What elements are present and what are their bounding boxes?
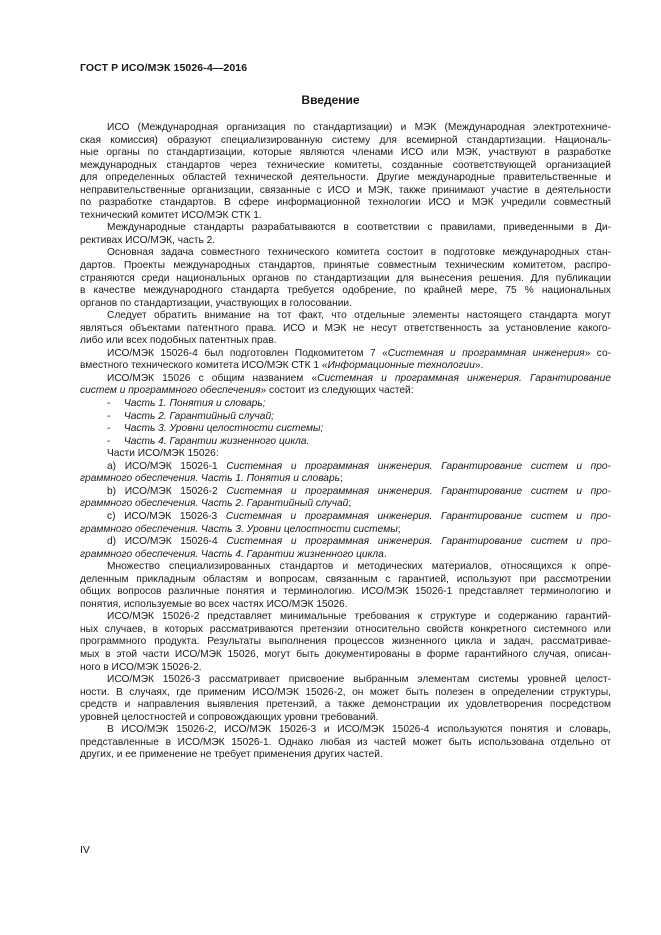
text-line: граммного обеспечения. Часть 1. Понятия и словарь; bbox=[80, 473, 343, 485]
text-line: a) ИСО/МЭК 15026-1 Системная и программная инженерия. Гарантирование систем и про- bbox=[107, 460, 611, 472]
paragraph-iso-iec bbox=[80, 122, 611, 222]
text-line: по разработке стандартов. В сфере информационной технологии ИСО и МЭК учредили совместный bbox=[80, 197, 611, 209]
text-line: Основная задача совместного технического комитета состоит в подготовке международных стан- bbox=[107, 247, 611, 259]
text-line: неправительственные организации, связанные с ИСО и МЭК, также принимают участие в деятельности bbox=[80, 184, 611, 196]
part-entry bbox=[80, 511, 611, 536]
part-entry bbox=[80, 486, 611, 511]
text-line: органов по стандартизации, участвующих в голосовании. bbox=[80, 297, 352, 309]
section-title: Введение bbox=[301, 93, 360, 107]
text-line: средств и направления выявления претензий, а также демонстрации их удовлетворения посредством bbox=[80, 699, 611, 711]
part-entry bbox=[80, 536, 611, 561]
text-line: ИСО/МЭК 15026-3 рассматривает присвоение выбранным элементам системы уровней целост- bbox=[107, 674, 611, 686]
text-line: либо или всех подобных патентных прав. bbox=[80, 335, 277, 347]
text-line: представленные в ИСО/МЭК 15026-1. Однако любая из частей может быть использована отдельно от bbox=[80, 736, 611, 748]
parts-list bbox=[80, 398, 611, 448]
text-line: рективах ИСО/МЭК, часть 2. bbox=[80, 234, 216, 246]
text-line: систем и программного обеспечения» состоит из следующих частей: bbox=[80, 385, 414, 397]
page-number: IV bbox=[80, 844, 90, 856]
text-line: Части ИСО/МЭК 15026: bbox=[107, 448, 219, 460]
list-item: - Часть 4. Гарантии жизненного цикла. bbox=[107, 435, 310, 447]
text-line: для определенных областей технической деятельности. Другие международные правительственные и bbox=[80, 172, 611, 184]
text-line: Следует обратить внимание на тот факт, что отдельные элементы настоящего стандарта могут bbox=[107, 310, 611, 322]
text-line: Множество специализированных стандартов и методических материалов, относящихся к опре- bbox=[107, 561, 611, 573]
list-item: - Часть 2. Гарантийный случай; bbox=[107, 410, 274, 422]
paragraph-series-title bbox=[80, 373, 611, 398]
text-line: b) ИСО/МЭК 15026-2 Системная и программная инженерия. Гарантирование систем и про- bbox=[107, 485, 611, 497]
text-line: международных стандартов через технические комитеты, созданные соответствующей организацией bbox=[80, 159, 611, 171]
paragraph-directives bbox=[80, 222, 611, 247]
text-line: страняются среди национальных органов по стандартизации для вынесения решения. Для публикации bbox=[80, 272, 611, 284]
text-line: ных случаев, в которых рассматриваются претензии относительно свойств конкретного системного или bbox=[80, 623, 611, 635]
list-item: - Часть 3. Уровни целостности системы; bbox=[107, 423, 324, 435]
text-line: граммного обеспечения. Часть 3. Уровни целостности системы; bbox=[80, 523, 401, 535]
paragraph-usage bbox=[80, 724, 611, 762]
parts-header bbox=[80, 448, 611, 461]
text-line: являться объектами патентного права. ИСО и МЭК не несут ответственность за установление какого- bbox=[80, 322, 611, 334]
document-body bbox=[80, 122, 611, 762]
text-line: уровней целостностей и сопровождающих уровни требований. bbox=[80, 711, 379, 723]
text-line: мых в этой части ИСО/МЭК 15026, могут быть документированы в форме гарантийного случая, описан- bbox=[80, 648, 611, 660]
paragraph-patent bbox=[80, 310, 611, 348]
text-line: в качестве международного стандарта требуется одобрение, по крайней мере, 75 % национальных bbox=[80, 285, 611, 297]
text-line: понятия, используемые во всех частях ИСО/МЭК 15026. bbox=[80, 598, 348, 610]
paragraph-part3 bbox=[80, 674, 611, 724]
text-line: Международные стандарты разрабатываются в соответствии с правилами, приведенными в Ди- bbox=[107, 222, 611, 234]
paragraph-prepared-by bbox=[80, 348, 611, 373]
text-line: В ИСО/МЭК 15026-2, ИСО/МЭК 15026-3 и ИСО/МЭК 15026-4 используются понятия и словарь, bbox=[107, 724, 611, 736]
text-line: ного в ИСО/МЭК 15026-2. bbox=[80, 661, 202, 673]
paragraph-main-task bbox=[80, 247, 611, 310]
text-line: вместного технического комитета ИСО/МЭК СТК 1 «Информационные технологии». bbox=[80, 360, 484, 372]
text-line: граммного обеспечения. Часть 4. Гарантии жизненного цикла. bbox=[80, 548, 387, 560]
text-line: ИСО/МЭК 15026-2 представляет минимальные требования к структуре и содержанию гарантий- bbox=[107, 611, 611, 623]
text-line: ИСО/МЭК 15026-4 был подготовлен Подкомитетом 7 «Системная и программная инженерия» со- bbox=[107, 347, 612, 359]
text-line: граммного обеспечения. Часть 2. Гарантийный случай; bbox=[80, 498, 352, 510]
text-line: d) ИСО/МЭК 15026-4 Системная и программная инженерия. Гарантирование систем и про- bbox=[107, 536, 611, 548]
paragraph-part2 bbox=[80, 611, 611, 674]
text-line: ИСО (Международная организация по стандартизации) и МЭК (Международная электротехниче- bbox=[107, 122, 611, 133]
document-code: ГОСТ Р ИСО/МЭК 15026-4—2016 bbox=[80, 62, 248, 74]
text-line: дартов. Проекты международных стандартов, принятые совместным техническим комитетом, распро- bbox=[80, 260, 611, 272]
paragraph-terminology bbox=[80, 561, 611, 611]
text-line: деленным прикладным областям и вопросам, связанным с гарантией, используют при рассмотрении bbox=[80, 573, 611, 585]
text-line: ИСО/МЭК 15026 с общим названием «Системная и программная инженерия. Гарантирование bbox=[107, 372, 611, 384]
text-line: программного продукта. Результаты выполнения процессов жизненного цикла и задач, рассматривае- bbox=[80, 636, 611, 648]
text-line: ные органы по стандартизации, которые являются членами ИСО или МЭК, участвуют в разработке bbox=[80, 147, 611, 159]
text-line: общих вопросов различные понятия и терминологию. ИСО/МЭК 15026-1 представляет терминологию и bbox=[80, 586, 611, 598]
text-line: c) ИСО/МЭК 15026-3 Системная и программная инженерия. Гарантирование систем и про- bbox=[107, 510, 611, 522]
text-line: ности. В случаях, где применим ИСО/МЭК 15026-2, он может быть полезен в определении структуры, bbox=[80, 686, 611, 698]
part-entry bbox=[80, 461, 611, 486]
text-line: технический комитет ИСО/МЭК СТК 1. bbox=[80, 209, 262, 221]
text-line: других, и ее применение не требует применения других частей. bbox=[80, 749, 383, 761]
text-line: ская комиссия) образуют специализированную систему для всемирной стандартизации. Националь- bbox=[80, 134, 611, 146]
list-item: - Часть 1. Понятия и словарь; bbox=[107, 398, 266, 410]
